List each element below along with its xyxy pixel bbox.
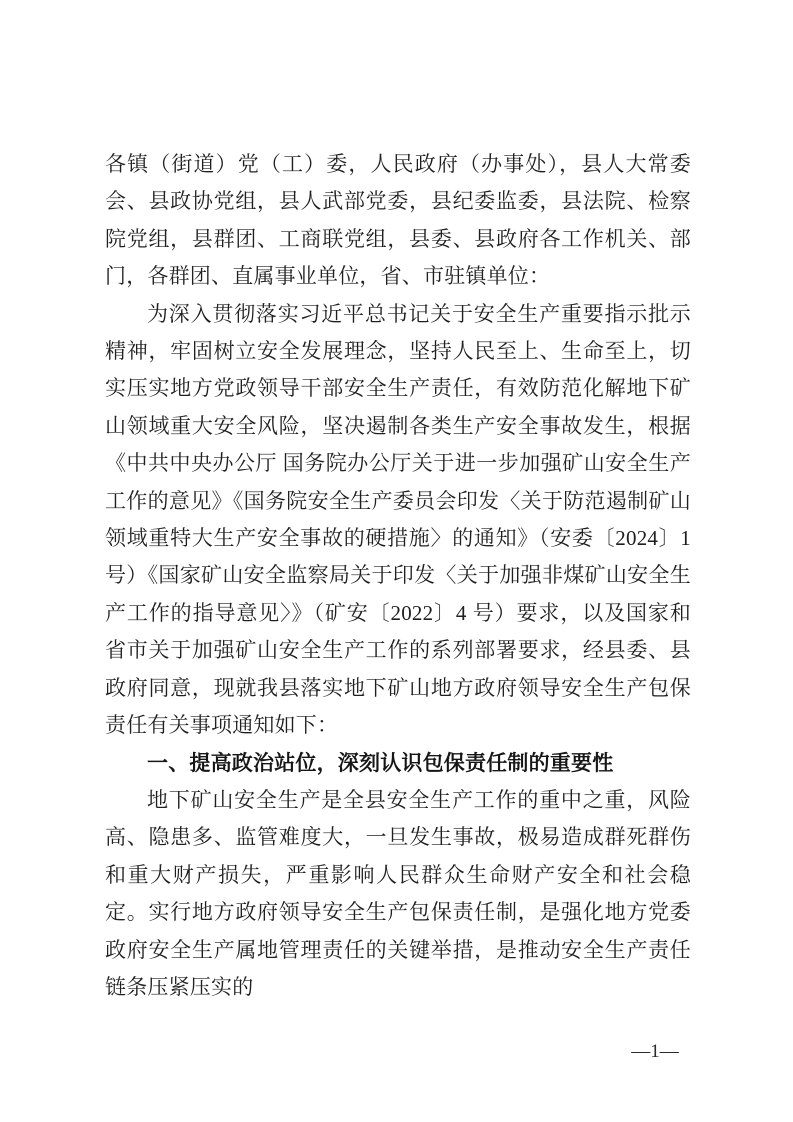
page-number: —1— <box>631 1041 679 1062</box>
intro-paragraph: 为深入贯彻落实习近平总书记关于安全生产重要指示批示精神，牢固树立安全发展理念，坚持人民至上、生命至上，切实压实地方党政领导干部安全生产责任，有效防范化解地下矿山领域重大安全风险，坚决遏制各类生产安全事故发生，根据《中共中央办公厅 国务院办公厅关于进一步加强矿山安全生产工作的意见》《国务院安全生产委员会印发〈关于防范遏制矿山领域重特大生产安全事故的硬措施〉的通知》（安委〔2024〕1 号）《国家矿山安全监察局关于印发〈关于加强非煤矿山安全生产工作的指导意见〉》（矿安〔2022〕4 号）要求，以及国家和省市关于加强矿山安全生产工作的系列部署要求，经县委、县政府同意，现就我县落实地下矿山地方政府领导安全生产包保责任有关事项通知如下： <box>105 301 691 738</box>
addressee-paragraph: 各镇（街道）党（工）委，人民政府（办事处），县人大常委会、县政协党组，县人武部党委，县纪委监委，县法院、检察院党组，县群团、工商联党组，县委、县政府各工作机关、部门，各群团、直属事业单位，省、市驻镇单位： <box>105 152 691 289</box>
section-heading-1: 一、提高政治站位，深刻认识包保责任制的重要性 <box>147 751 614 775</box>
document-body <box>105 146 691 1006</box>
section-1-paragraph: 地下矿山安全生产是全县安全生产工作的重中之重，风险高、隐患多、监管难度大，一旦发生事故，极易造成群死群伤和重大财产损失，严重影响人民群众生命财产安全和社会稳定。实行地方政府领导安全生产包保责任制，是强化地方党委政府安全生产属地管理责任的关键举措，是推动安全生产责任链条压紧压实的 <box>105 787 691 999</box>
